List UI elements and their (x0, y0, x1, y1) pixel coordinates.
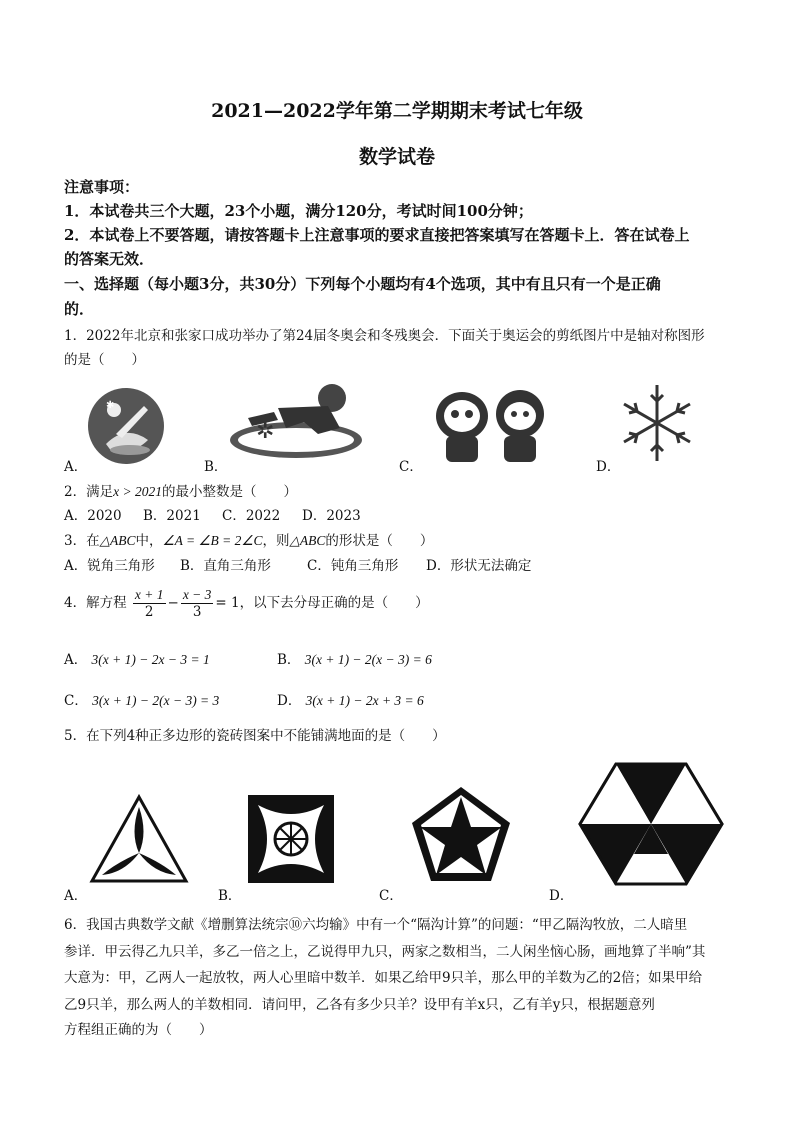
q5-option-d-label: D． (549, 888, 574, 904)
exam-title: 2021—2022学年第二学期期末考试七年级 (211, 100, 583, 122)
section-heading-line-1: 一、选择题（每小题3分，共30分）下列每个小题均有4个选项，其中有且只有一个是正确 (64, 275, 661, 293)
q4-fraction-2-denominator: 3 (192, 604, 202, 620)
q4-option-c (64, 689, 219, 709)
notice-heading: 注意事项： (64, 178, 140, 196)
svg-text:✲: ✲ (256, 419, 275, 444)
q3-option-d: D．形状无法确定 (426, 558, 532, 574)
q6-stem-line-3: 大意为：甲，乙两人一起放牧，两人心里暗中数羊．如果乙给甲9只羊，那么甲的羊数为乙的2倍；如果甲给 (64, 970, 703, 986)
q1-stem-line-2: 的是（ ） (64, 352, 145, 368)
q4-option-b (277, 648, 432, 668)
q4-stem (64, 586, 429, 621)
q6-stem-line-5: 方程组正确的为（ ） (64, 1022, 213, 1038)
square-tile-image (246, 793, 336, 885)
papercut-skier-image (86, 384, 166, 468)
q2-option-b: B．2021 (143, 508, 201, 524)
q4-fraction-2 (181, 586, 214, 621)
q4-option-d-label: D． (277, 693, 302, 709)
q4-option-c-value: 3(x + 1) − 2(x − 3) = 3 (92, 693, 220, 708)
q1-option-d-label: D． (596, 459, 621, 475)
q3-stem-post: 的形状是（ ） (325, 533, 434, 549)
q4-fraction-1-denominator: 2 (144, 604, 154, 620)
notice-item-1: 1．本试卷共三个大题，23个小题，满分120分，考试时间100分钟； (64, 202, 533, 220)
q2-stem (64, 480, 297, 500)
q3-option-b: B．直角三角形 (180, 558, 271, 574)
papercut-skater-image (228, 378, 364, 464)
section-heading-line-2: 的． (64, 300, 95, 318)
q5-stem: 5．在下列4种正多边形的瓷砖图案中不能铺满地面的是（ ） (64, 728, 446, 744)
q5-option-a-label: A． (64, 888, 88, 904)
q4-fraction-1-numerator: x + 1 (134, 587, 164, 602)
hexagon-tile-image (578, 762, 724, 886)
q2-stem-math: x > 2021 (113, 484, 162, 499)
triangle-tile-image (88, 793, 190, 885)
q6-stem-line-2: 参详．甲云得乙九只羊，多乙一倍之上，乙说得甲九只，两家之数相当，二人闲坐恼心肠，画地算了半响”其 (64, 944, 706, 960)
q2-stem-pre: 2．满足 (64, 484, 114, 500)
q3-stem-pre: 3．在 (64, 533, 100, 549)
q4-minus: − (167, 595, 179, 611)
q3-triangle-1: △ABC (99, 533, 136, 548)
q5-option-b-label: B． (218, 888, 242, 904)
q4-fraction-1 (133, 586, 166, 621)
q3-angles: ∠A = ∠B = 2∠C (162, 533, 263, 548)
q2-option-c: C．2022 (222, 508, 281, 524)
papercut-snowflake-image (620, 380, 694, 466)
q4-option-c-label: C． (64, 693, 88, 709)
notice-item-2-line-1: 2．本试卷上不要答题，请按答题卡上注意事项的要求直接把答案填写在答题卡上．答在试卷上 (64, 226, 690, 244)
pentagon-tile-image (408, 783, 514, 887)
q3-option-a: A．锐角三角形 (64, 558, 155, 574)
q2-stem-post: 的最小整数是（ ） (161, 484, 297, 500)
q4-option-a (64, 648, 210, 668)
q4-option-b-value: 3(x + 1) − 2(x − 3) = 6 (304, 652, 432, 667)
q2-option-d: D．2023 (302, 508, 361, 524)
q4-fraction-2-numerator: x − 3 (182, 587, 212, 602)
notice-item-2-line-2: 的答案无效． (64, 250, 155, 268)
q6-stem-line-4: 乙9只羊，那么两人的羊数相同．请问甲，乙各有多少只羊？设甲有羊x只，乙有羊y只，根据题意列 (64, 997, 655, 1013)
q1-option-b-label: B． (204, 459, 228, 475)
q4-equals: = 1 (215, 595, 240, 611)
q3-triangle-2: △ABC (289, 533, 326, 548)
q3-option-c: C．钝角三角形 (307, 558, 399, 574)
exam-subtitle: 数学试卷 (358, 146, 435, 168)
q1-option-c-label: C． (399, 459, 423, 475)
q4-stem-post: ，以下去分母正确的是（ ） (239, 595, 429, 611)
q4-option-d (277, 689, 424, 709)
q4-option-d-value: 3(x + 1) − 2x + 3 = 6 (305, 693, 424, 708)
q4-option-b-label: B． (277, 652, 301, 668)
q6-stem-line-1: 6．我国古典数学文献《增删算法统宗⑩六均输》中有一个“隔沟计算”的问题：“甲乙隔沟牧放，二人暗里 (64, 917, 688, 933)
q4-option-a-label: A． (64, 652, 88, 668)
q3-stem-mid2: ，则 (262, 533, 290, 549)
q1-option-a-label: A． (64, 459, 88, 475)
q4-option-a-value: 3(x + 1) − 2x − 3 = 1 (91, 652, 210, 667)
q5-option-c-label: C． (379, 888, 403, 904)
papercut-mascots-image (424, 380, 552, 466)
q3-stem (64, 529, 433, 549)
q2-option-a: A．2020 (64, 508, 122, 524)
svg-text:✱: ✱ (106, 400, 115, 411)
q3-stem-mid: 中， (135, 533, 163, 549)
q1-stem-line-1: 1．2022年北京和张家口成功举办了第24届冬奥会和冬残奥会．下面关于奥运会的剪纸图片中是轴对称图形 (64, 328, 705, 344)
q4-stem-pre: 4．解方程 (64, 595, 127, 611)
